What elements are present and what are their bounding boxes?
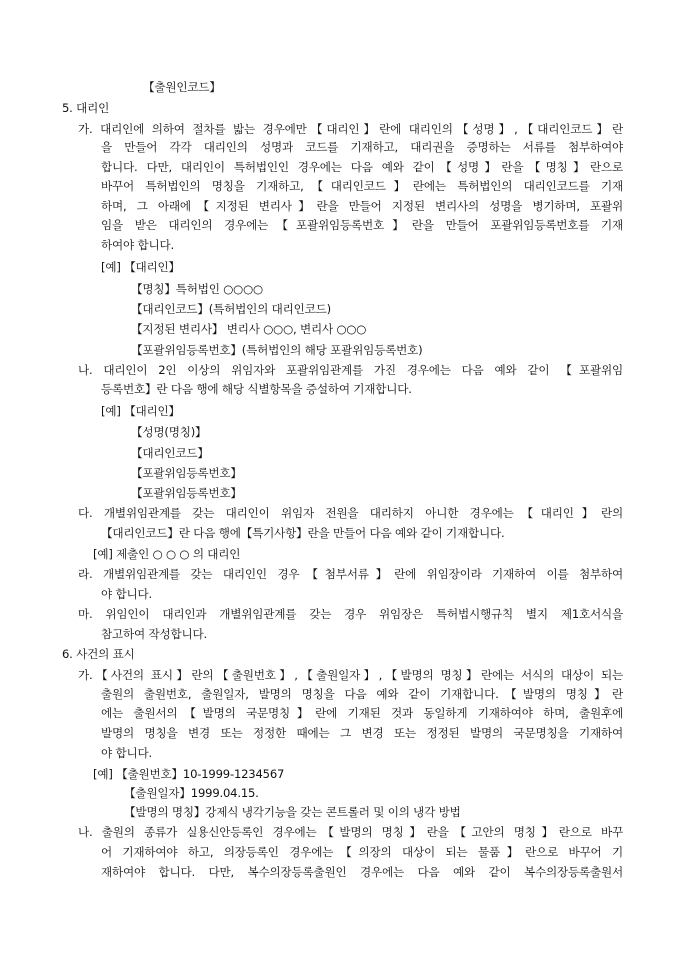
text-line: 야 합니다. [101,746,152,760]
text-line: 출원의 출원번호, 출원일자, 발명의 명칭을 다음 예와 같이 기재합니다.【발명의 명칭】란 [101,687,623,701]
text-line: 【출원인코드】 [143,80,221,94]
text-line: 나. 대리인이 2인 이상의 위임자와 포괄위임관계를 가진 경우에는 다음 예와 같이 【포괄위임 [78,363,623,377]
text-line: 참고하여 작성합니다. [101,627,207,641]
text-line: 나. 출원의 종류가 실용신안등록인 경우에는【발명의 명칭】란을【고안의 명칭】란으로 바꾸 [78,825,623,839]
text-line: 야 합니다. [101,587,152,601]
text-line: 등록번호】란 다음 행에 해당 식별항목을 증설하여 기재합니다. [101,382,412,396]
text-line: 마. 위임인이 대리인과 개별위임관계를 갖는 경우 위임장은 특허법시행규칙 별지 제1호서식을 [78,607,623,621]
text-line: 하여야 합니다. [101,238,174,252]
text-line: 재하여야 합니다. 다만, 복수의장등록출원인 경우에는 다음 예와 같이 복수의장등록출원서 [101,865,623,879]
example-label: [예] 제출인 ○ ○ ○ 의 대리인 [93,547,241,561]
text-line: 【대리인코드】(특허법인의 대리인코드) [131,302,331,316]
text-line: 라. 개별위임관계를 갖는 대리인인 경우【첨부서류】란에 위임장이라 기재하여 이를 첨부하여 [78,567,623,581]
text-line: 가. 대리인에 의하여 절차를 밟는 경우에만【대리인】란에 대리인의【성명】,【대리인코드】란 [78,122,623,136]
section-heading: 6. 사건의 표시 [62,647,135,661]
example-label: [예] 【대리인】 [101,260,180,274]
text-line: 발명의 명칭을 변경 또는 정정한 때에는 그 변경 또는 정정된 발명의 국문명칭을 기재하여 [101,726,623,740]
example-label: [예] 【출원번호】10-1999-1234567 [93,767,285,781]
section-heading: 5. 대리인 [62,101,110,115]
text-line: 【대리인코드】 [131,446,209,460]
text-line: 다. 개별위임관계를 갖는 대리인이 위임자 전원을 대리하지 아니한 경우에는【대리인】란의 [78,506,623,520]
text-line: 【출원일자】1999.04.15. [124,786,259,800]
text-line: 【대리인코드】란 다음 행에【특기사항】란을 만들어 다음 예와 같이 기재합니다. [101,526,505,540]
text-line: 하며, 그 아래에【지정된 변리사】란을 만들어 지정된 변리사의 성명을 병기하며, 포괄위 [101,199,623,213]
text-line: 임을 받은 대리인의 경우에는【포괄위임등록번호】란을 만들어 포괄위임등록번호를 기재 [101,218,623,232]
text-line: 바꾸어 특허법인의 명칭을 기재하고,【대리인코드】란에는 특허법인의 대리인코드를 기재 [101,179,623,193]
text-line: 어 기재하여야 하고, 의장등록인 경우에는【의장의 대상이 되는 물품】란으로 바꾸어 기 [101,845,623,859]
text-line: 【발명의 명칭】강제식 냉각기능을 갖는 콘트롤러 및 이의 냉각 방법 [124,805,461,819]
text-line: 【포괄위임등록번호】 [131,466,242,480]
text-line: 가.【사건의 표시】란의【출원번호】,【출원일자】,【발명의 명칭】란에는 서식의 대상이 되는 [78,668,623,682]
text-line: 을 만들어 각각 대리인의 성명과 코드를 기재하고, 대리권을 증명하는 서류를 첨부하여야 [101,140,623,154]
text-line: 【지정된 변리사】 변리사 ○○○, 변리사 ○○○ [131,322,367,336]
text-line: 【성명(명칭)】 [131,425,207,439]
text-line: 에는 출원서의【발명의 국문명칭】란에 기재된 것과 동일하게 기재하여야 하며, 출원후에 [101,706,623,720]
text-line: 【포괄위임등록번호】 [131,486,242,500]
example-label: [예] 【대리인】 [101,404,180,418]
text-line: 합니다. 다만, 대리인이 특허법인인 경우에는 다음 예와 같이【성명】란을【명칭】란으로 [101,160,623,174]
text-line: 【포괄위임등록번호】(특허법인의 해당 포괄위임등록번호) [131,343,423,357]
text-line: 【명칭】특허법인 ○○○○ [131,282,263,296]
